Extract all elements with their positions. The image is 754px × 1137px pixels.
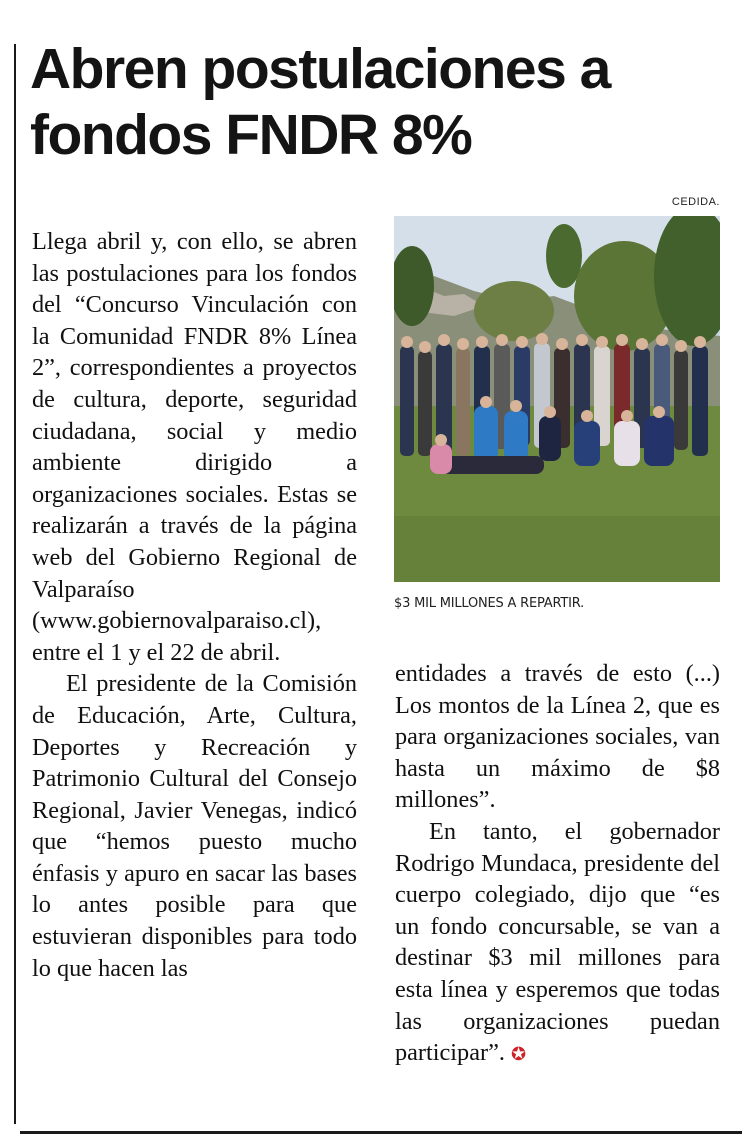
photo-caption: $3 MIL MILLONES A REPARTIR. <box>394 596 585 611</box>
left-column-rule <box>14 44 16 1124</box>
article-photo <box>394 216 720 582</box>
article-column-2 <box>395 658 720 1071</box>
headline: Abren postulaciones a fondos FNDR 8% <box>30 37 610 167</box>
paragraph: Llega abril y, con ello, se abren las postulaciones para los fondos del “Concurso Vinculación con la Comunidad FNDR 8% Línea 2”, correspondientes a proyectos de cultura, deporte, seguridad ciudadana, social y medio ambiente dirigido a organizaciones sociales. Estas se realizarán a través de la página web del Gobierno Regional de Valparaíso (www.gobiernovalparaiso.cl), entre el 1 y el 22 de abril. <box>32 228 357 666</box>
photo-credit: CEDIDA. <box>671 196 720 208</box>
paragraph <box>395 816 720 1071</box>
end-of-article-icon: ✪ <box>511 1044 527 1065</box>
paragraph: El presidente de la Comisión de Educación, Arte, Cultura, Deportes y Recreación y Patrimonio Cultural del Consejo Regional, Javier Venegas, indicó que “hemos puesto mucho énfasis y apuro en sacar las bases lo antes posible para que estuvieran disponibles para todo lo que hacen las <box>32 670 357 982</box>
bottom-rule <box>20 1131 742 1134</box>
paragraph-text: En tanto, el gobernador Rodrigo Mundaca, presidente del cuerpo colegiado, dijo que “es un fondo concursable, se van a destinar $3 mil millones para esta línea y esperemos que todas las organizaciones puedan participar”. <box>395 817 720 1067</box>
article-column-1 <box>32 226 357 984</box>
paragraph: entidades a través de esto (...) Los montos de la Línea 2, que es para organizaciones sociales, van hasta un máximo de $8 millones”. <box>395 660 720 814</box>
